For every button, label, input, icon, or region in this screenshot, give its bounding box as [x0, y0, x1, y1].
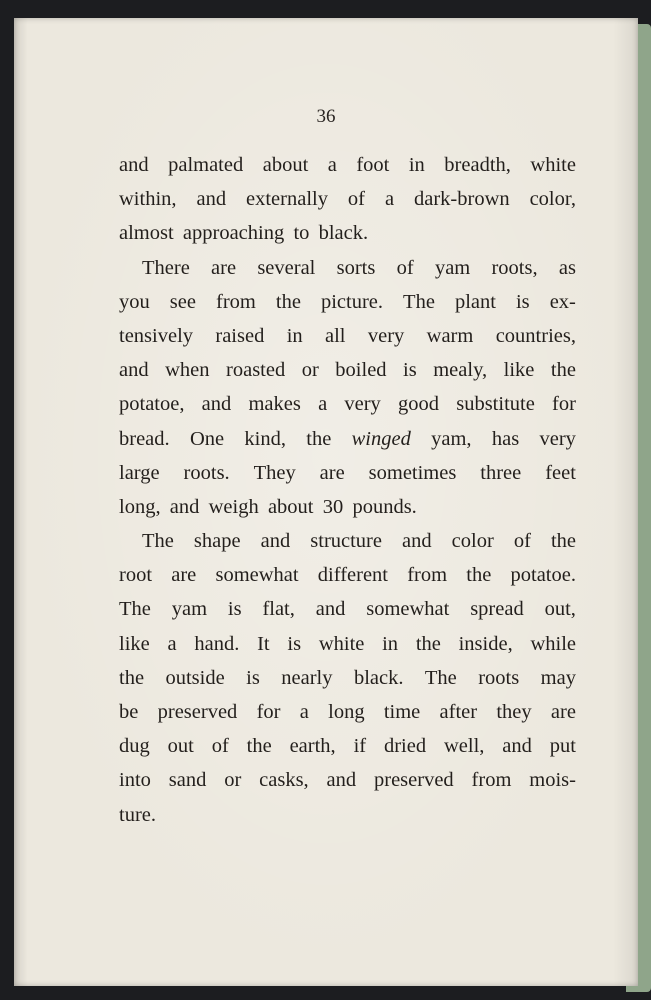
- body-text: [119, 148, 576, 832]
- text-line: be preserved for a long time after they are: [119, 701, 576, 723]
- paragraph: [119, 524, 576, 832]
- text-line: within, and externally of a dark-brown color,: [119, 188, 576, 211]
- text-line: you see from the picture. The plant is ex-: [119, 290, 576, 313]
- text-line: long, and weigh about 30 pounds.: [119, 495, 417, 518]
- text-line: tensively raised in all very warm countries,: [119, 324, 576, 347]
- text-line: The yam is flat, and somewhat spread out,: [119, 598, 576, 621]
- paragraph: [119, 148, 576, 251]
- text-line: bread. One kind, the winged yam, has very: [119, 427, 576, 450]
- text-line: and when roasted or boiled is mealy, like the: [119, 359, 576, 382]
- text-line: root are somewhat different from the potatoe.: [119, 564, 576, 587]
- text-line: almost approaching to black.: [119, 222, 369, 245]
- text-line: The shape and structure and color of the: [142, 530, 576, 553]
- paragraph: [119, 251, 576, 525]
- text-line: and palmated about a foot in breadth, white: [119, 154, 576, 176]
- text-line: potatoe, and makes a very good substitute for: [119, 393, 576, 416]
- text-line: the outside is nearly black. The roots may: [119, 666, 576, 689]
- text-line: into sand or casks, and preserved from mois-: [119, 769, 576, 792]
- text-line: ture.: [119, 803, 156, 826]
- page-number: 36: [316, 106, 336, 127]
- text-line: dug out of the earth, if dried well, and put: [119, 735, 576, 758]
- text-line: like a hand. It is white in the inside, while: [119, 632, 576, 655]
- text-line: large roots. They are sometimes three feet: [119, 461, 576, 484]
- text-line: There are several sorts of yam roots, as: [142, 256, 576, 279]
- book-page: [14, 18, 638, 986]
